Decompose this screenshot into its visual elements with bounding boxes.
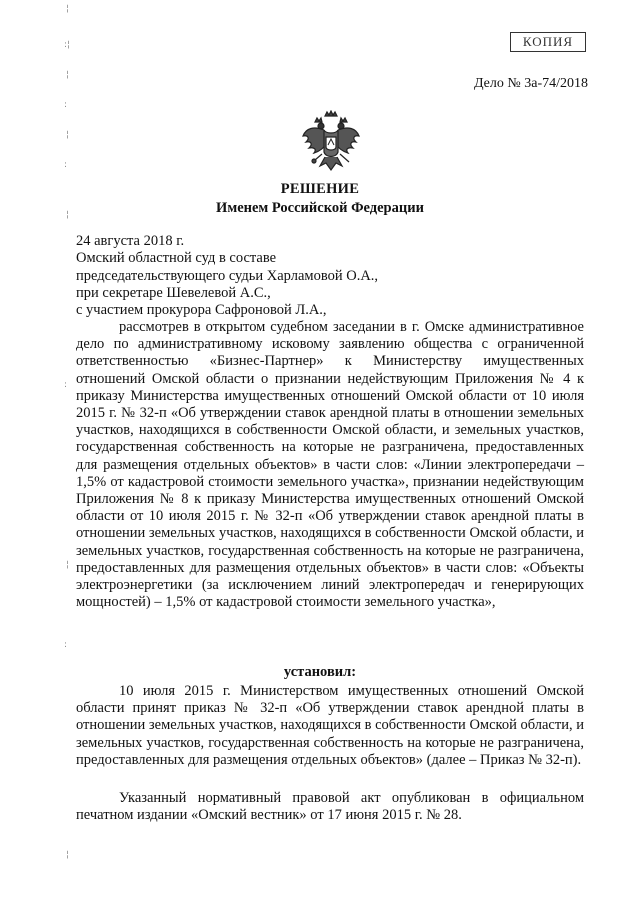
scan-margin-marks: ¦ :¦ ¦ : ¦ : ¦ : ¦ : ¦: [64, 4, 71, 860]
established-heading: установил:: [283, 664, 357, 680]
intro-paragraph: рассмотрев в открытом судебном заседании в г. Омске административное дело по административному исковому заявлению общества с ограниченной ответственностью «Бизнес-Партнер» к Министерству имущественных отношений Омской области о признании недействующим Приложения № 4 к приказу Министерства имущественных отношений Омской области от 10 июля 2015 г. № 32-п «Об утверждении ставок арендной платы в отношении земельных участков, находящихся в собственности Омской области, и земельных участков, государственная собственность на которые не разграничена, предоставленных для размещения отдельных объектов» в части слов: «Линии электропередачи – 1,5% от кадастровой стоимости земельного участка», признании недействующим Приложения № 8 к приказу Министерства имущественных отношений Омской области от 10 июля 2015 г. № 32-п «Об утверждении ставок арендной платы в отношении земельных участков, находящихся в собственности Омской области, и земельных участков, государственная собственность на которые не разграничена, предоставленных для размещения отдельных объектов» в части слов: «Объекты электроэнергетики (за исключением линий электропередач и генерирующих мощностей) – 1,5% от кадастровой стоимости земельного участка»,: [76, 319, 584, 611]
copy-stamp: КОПИЯ: [510, 32, 586, 52]
body-paragraph: 10 июля 2015 г. Министерством имущественных отношений Омской области принят приказ № 32-п «Об утверждении ставок арендной платы в отношении земельных участков, находящихся в собственности Омской области, и земельных участков, государственная собственность на которые не разграничена, предоставленных для размещения отдельных объектов» (далее – Приказ № 32-п).: [76, 683, 584, 768]
russian-coat-of-arms-icon: [300, 110, 362, 174]
case-number: Дело № 3а-74/2018: [473, 76, 588, 91]
court-line: с участием прокурора Сафроновой Л.А.,: [76, 302, 327, 318]
body-paragraph: Указанный нормативный правовой акт опубликован в официальном печатном издании «Омский вестник» от 17 июня 2015 г. № 28.: [76, 790, 584, 824]
decision-date: 24 августа 2018 г.: [76, 233, 185, 249]
document-subtitle: Именем Российской Федерации: [216, 200, 424, 216]
court-line: при секретаре Шевелевой А.С.,: [76, 285, 271, 301]
document-title: РЕШЕНИЕ: [280, 181, 360, 197]
court-line: Омский областной суд в составе: [76, 250, 277, 266]
court-line: председательствующего судьи Харламовой О.А.,: [76, 268, 379, 284]
